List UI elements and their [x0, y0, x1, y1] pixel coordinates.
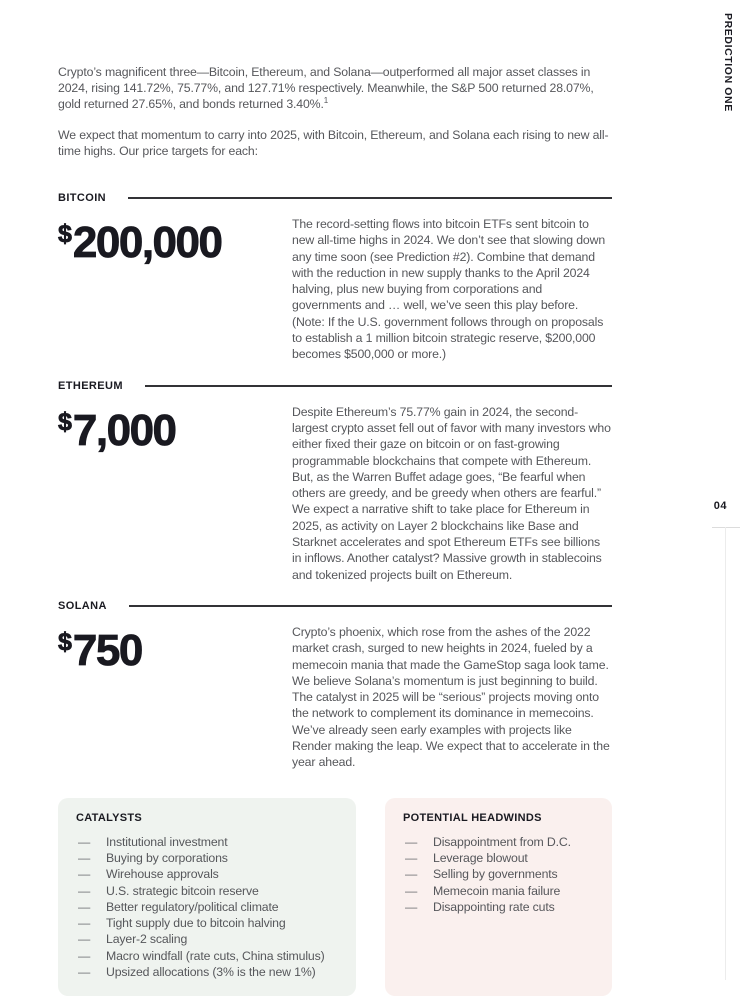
- dash-bullet-icon: —: [78, 834, 91, 849]
- dash-bullet-icon: —: [405, 883, 418, 898]
- page-number-tick: [712, 527, 740, 528]
- list-item-label: Better regulatory/political climate: [106, 899, 279, 914]
- list-item-label: U.S. strategic bitcoin reserve: [106, 883, 259, 898]
- list-item-label: Wirehouse approvals: [106, 867, 219, 882]
- dash-bullet-icon: —: [78, 850, 91, 865]
- ethereum-price-target: [58, 405, 292, 455]
- list-item: [76, 931, 338, 947]
- dash-bullet-icon: —: [78, 883, 91, 898]
- currency-symbol: $: [58, 220, 72, 248]
- currency-symbol: $: [58, 627, 72, 656]
- section-rule: [145, 385, 612, 387]
- section-ethereum: [58, 380, 612, 583]
- intro-paragraph-1: [58, 64, 612, 112]
- bitcoin-body-text: The record-setting flows into bitcoin ETFs sent bitcoin to new all-time highs in 2024. We don’t see that slowing down any time soon (see Prediction #2). Combine that demand with the reduction in new supply thanks to the April 2024 halving, plus new buying from corporations and governments and … well, we’ve seen this play before. (Note: If the U.S. government follows through on proposals to establish a 1 million bitcoin strategic reserve, $200,000 becomes $500,000 or more.): [292, 217, 606, 362]
- dash-bullet-icon: —: [405, 850, 418, 865]
- section-body-ethereum: [58, 404, 612, 583]
- list-item: [76, 866, 338, 882]
- list-item: [76, 883, 338, 899]
- headwinds-box: [385, 798, 612, 996]
- list-item-label: Tight supply due to bitcoin halving: [106, 916, 286, 931]
- list-item: [76, 834, 338, 850]
- dash-bullet-icon: —: [405, 834, 418, 849]
- page-number: 04: [713, 500, 727, 512]
- list-item-label: Disappointing rate cuts: [433, 899, 555, 914]
- bitcoin-price-value: 200,000: [72, 218, 222, 267]
- dash-bullet-icon: —: [78, 964, 91, 979]
- intro: [58, 64, 612, 159]
- dash-bullet-icon: —: [405, 899, 418, 914]
- section-rule: [128, 197, 612, 199]
- list-item: [403, 883, 594, 899]
- section-label-solana: SOLANA: [58, 599, 107, 612]
- section-header-ethereum: [58, 380, 612, 392]
- list-item-label: Memecoin mania failure: [433, 883, 561, 898]
- section-bitcoin: [58, 192, 612, 363]
- section-label-ethereum: ETHEREUM: [58, 379, 123, 392]
- intro-paragraph-1-text: Crypto’s magnificent three—Bitcoin, Ethereum, and Solana—outperformed all major asset classes in 2024, rising 141.72%, 75.77%, and 127.71% respectively. Meanwhile, the S&P 500 returned 28.07%, gold returned 27.65%, and bonds returned 3.40%.: [58, 65, 594, 111]
- price-column: [58, 216, 292, 363]
- list-item: [403, 899, 594, 915]
- ethereum-price-value: 7,000: [72, 405, 176, 455]
- list-item-label: Upsized allocations (3% is the new 1%): [106, 964, 316, 979]
- margin-divider-line: [725, 527, 726, 980]
- list-item-label: Buying by corporations: [106, 850, 228, 865]
- list-item: [403, 850, 594, 866]
- chapter-label-vertical: PREDICTION ONE: [722, 13, 734, 112]
- list-item-label: Macro windfall (rate cuts, China stimulus): [106, 948, 325, 963]
- headwinds-list: [403, 834, 594, 915]
- list-item: [76, 948, 338, 964]
- list-item: [76, 899, 338, 915]
- page-content: [58, 64, 612, 996]
- list-item: [403, 834, 594, 850]
- list-item-label: Institutional investment: [106, 834, 228, 849]
- list-item-label: Disappointment from D.C.: [433, 834, 571, 849]
- bitcoin-price-target: [58, 218, 292, 267]
- section-body-solana: [58, 624, 612, 771]
- dash-bullet-icon: —: [78, 948, 91, 963]
- catalysts-box: [58, 798, 356, 996]
- dash-bullet-icon: —: [78, 899, 91, 914]
- solana-price-value: 750: [72, 625, 142, 675]
- list-item-label: Layer-2 scaling: [106, 932, 188, 947]
- section-solana: [58, 600, 612, 771]
- solana-body-text: Crypto’s phoenix, which rose from the ashes of the 2022 market crash, surged to new heights in 2024, fueled by a memecoin mania that made the GameStop saga look tame. We believe Solana’s momentum is just beginning to build. The catalyst in 2025 will be “serious” projects moving onto the network to complement its dominance in memecoins. We’ve already seen early examples with projects like Render making the leap. We expect that to accelerate in the year ahead.: [292, 624, 610, 770]
- intro-paragraph-2: We expect that momentum to carry into 2025, with Bitcoin, Ethereum, and Solana each rising to new all-time highs. Our price targets for each:: [58, 128, 609, 158]
- catalysts-list: [76, 834, 338, 981]
- list-item: [403, 866, 594, 882]
- list-item: [76, 964, 338, 980]
- dash-bullet-icon: —: [405, 867, 418, 882]
- footnote-marker: 1: [323, 95, 329, 105]
- list-item-label: Leverage blowout: [433, 850, 528, 865]
- section-header-bitcoin: [58, 192, 612, 204]
- list-item: [76, 915, 338, 931]
- list-item: [76, 850, 338, 866]
- catalysts-title: CATALYSTS: [76, 811, 143, 824]
- dash-bullet-icon: —: [78, 916, 91, 931]
- list-item-label: Selling by governments: [433, 867, 558, 882]
- section-body-bitcoin: [58, 216, 612, 363]
- dash-bullet-icon: —: [78, 867, 91, 882]
- summary-boxes: [58, 798, 612, 996]
- dash-bullet-icon: —: [78, 932, 91, 947]
- section-label-bitcoin: BITCOIN: [58, 192, 107, 204]
- price-column: [58, 624, 292, 771]
- section-header-solana: [58, 600, 612, 612]
- currency-symbol: $: [58, 407, 72, 436]
- solana-price-target: [58, 625, 292, 675]
- ethereum-body-text: Despite Ethereum’s 75.77% gain in 2024, the second-largest crypto asset fell out of favor with many investors who either fixed their gaze on bitcoin or on fast-growing programmable blockchains that compete with Ethereum. But, as the Warren Buffet adage goes, “Be fearful when others are greedy, and be greedy when others are fearful.” We expect a narrative shift to take place for Ethereum in 2025, as activity on Layer 2 blockchains like Base and Starknet accelerates and spot Ethereum ETFs see billions in inflows. Another catalyst? Massive growth in stablecoins and tokenized projects built on Ethereum.: [292, 404, 611, 582]
- section-rule: [129, 605, 612, 607]
- price-column: [58, 404, 292, 583]
- headwinds-title: POTENTIAL HEADWINDS: [403, 811, 542, 824]
